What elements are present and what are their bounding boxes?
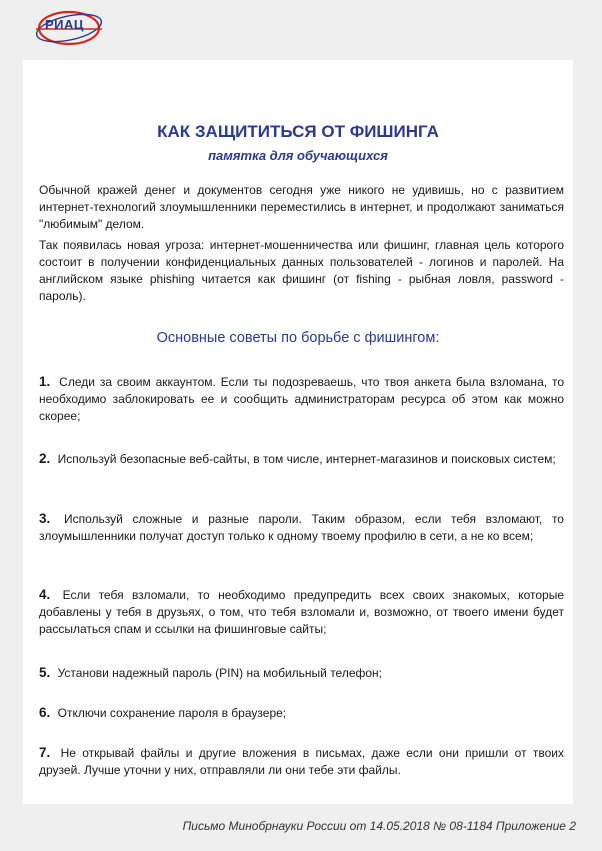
tip-item [39,373,564,425]
footer-note: Письмо Минобрнауки России от 14.05.2018 № 08-1184 Приложение 2 [182,819,576,833]
tip-number: 2. [39,451,51,466]
tip-item [39,450,564,468]
tip-item [39,664,564,682]
tip-text: Используй безопасные веб-сайты, в том числе, интернет-магазинов и поисковых систем; [57,452,556,466]
tip-number: 5. [39,665,51,680]
tip-number: 3. [39,511,51,526]
logo-text: РИАЦ [45,17,84,32]
tip-text: Следи за своим аккаунтом. Если ты подозреваешь, что твоя анкета была взломана, то необходимо заблокировать ее и сообщить администраторам ресурса об этом как можно скорее; [39,375,564,423]
tip-item [39,586,564,638]
page-subtitle: памятка для обучающихся [208,148,388,163]
section-title: Основные советы по борьбе с фишингом: [156,330,440,346]
tip-item [39,704,564,722]
tip-number: 1. [39,374,51,389]
tip-number: 7. [39,745,51,760]
page-title: КАК ЗАЩИТИТЬСЯ ОТ ФИШИНГА [157,122,439,141]
tip-text: Установи надежный пароль (PIN) на мобильный телефон; [57,666,383,680]
tip-item [39,510,564,545]
tip-text: Используй сложные и разные пароли. Таким образом, если тебя взломают, то злоумышленники получат доступ только к одному твоему профилю в сети, а не ко всем; [39,512,564,543]
document-page [23,60,573,804]
intro-paragraph-1: Обычной кражей денег и документов сегодня уже никого не удивишь, но с развитием интернет-технологий злоумышленники переместились в интернет, и продолжают заниматься "любимым" делом. [39,183,564,231]
tip-text: Не открывай файлы и другие вложения в письмах, даже если они пришли от твоих друзей. Лучше уточни у них, отправляли ли они тебе эти файлы. [39,746,564,777]
tip-number: 4. [39,587,51,602]
tip-text: Если тебя взломали, то необходимо предупредить всех своих знакомых, которые добавлены у тебя в друзьях, о том, что тебя взломали и, возможно, от твоего имени будет рассылаться спам и ссылки на фишинговые сайты; [39,588,564,636]
tip-item [39,744,564,779]
intro-paragraph-2: Так появилась новая угроза: интернет-мошенничества или фишинг, главная цель которого состоит в получении конфиденциальных данных пользователей - логинов и паролей. На английском языке phishing читается как фишинг (от fishing - рыбная ловля, password - пароль). [39,238,564,303]
tip-text: Отключи сохранение пароля в браузере; [57,706,287,720]
tip-number: 6. [39,705,51,720]
